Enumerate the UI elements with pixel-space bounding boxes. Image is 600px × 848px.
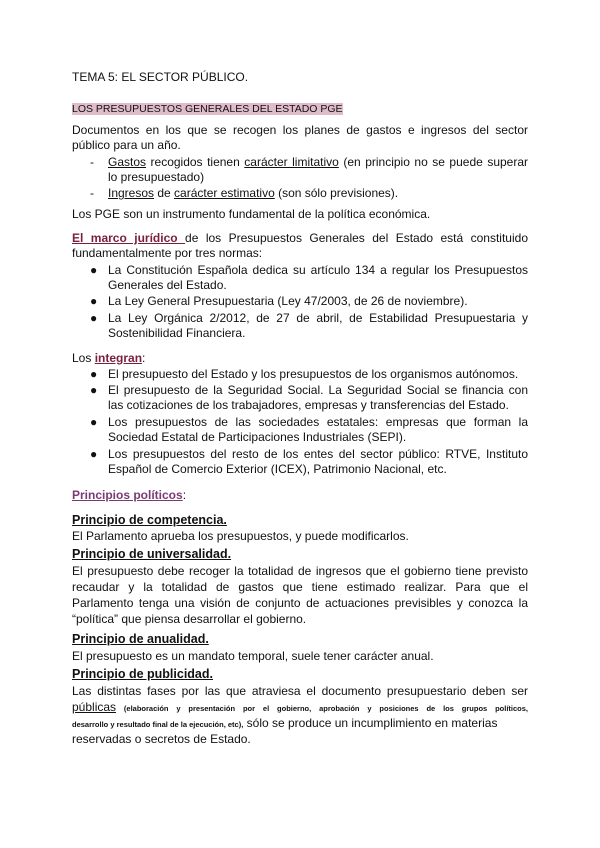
competencia-text: El Parlamento aprueba los presupuestos, y puede modificarlos. [72, 529, 409, 543]
universalidad-line-3: Parlamento tenga una visión de conjunto de actuaciones previsibles y conozca la [72, 596, 528, 610]
publicas-word: públicas [72, 700, 117, 714]
intro-line-2: público para un año. [72, 138, 181, 152]
dash-bullet-gastos-line2: lo presupuestado) [108, 170, 205, 184]
dash-bullet-ingresos-text: Ingresos de carácter estimativo (son sólo previsiones). [108, 186, 399, 200]
publicidad-line-3: desarrollo y resultado final de la ejecución, etc), sólo se produce un incumplimiento en materias [72, 716, 498, 730]
document-title: TEMA 5: EL SECTOR PÚBLICO. [72, 70, 249, 84]
publicidad-heading: Principio de publicidad. [72, 667, 213, 681]
principios-line: Principios políticos: [72, 488, 187, 502]
intro-line-1: Documentos en los que se recogen los planes de gastos e ingresos del sector [72, 123, 528, 137]
bullet-dot: ● [90, 294, 98, 308]
principios-politicos-label: Principios políticos [72, 488, 183, 502]
dash-bullet-gastos-text: Gastos recogidos tienen carácter limitativo (en principio no se puede superar [108, 155, 529, 169]
bullet-dot: ● [90, 263, 98, 277]
publicidad-line-1: Las distintas fases por las que atraviesa el documento presupuestario deben ser [72, 684, 528, 698]
bullet-dot: ● [90, 447, 98, 461]
pge-instrument-text: Los PGE son un instrumento fundamental de la política económica. [72, 207, 431, 221]
bullet-dot: ● [90, 415, 98, 429]
integran-line: Los integran: [72, 351, 146, 365]
universalidad-heading: Principio de universalidad. [72, 547, 232, 561]
section-heading-highlight: LOS PRESUPUESTOS GENERALES DEL ESTADO PGE [72, 103, 343, 115]
universalidad-line-4: “política” que piensa desarrollar el gobierno. [72, 612, 307, 626]
publicidad-line-2: públicas (elaboración y presentación por el gobierno, aprobación y posiciones de los grupos políticos, [72, 700, 528, 714]
universalidad-line-1: El presupuesto debe recoger la totalidad de ingresos que el gobierno tiene previsto [72, 564, 528, 578]
bullet-dot: ● [90, 311, 98, 325]
marco-line-1: El marco jurídico de los Presupuestos Generales del Estado está constituido [72, 231, 528, 245]
universalidad-line-2: recaudar y la totalidad de gastos que tiene estimado realizar. Para que el [72, 580, 528, 594]
anualidad-heading: Principio de anualidad. [72, 632, 209, 646]
bullet-dot: ● [90, 367, 98, 381]
competencia-heading: Principio de competencia. [72, 513, 227, 527]
bullet-dot: ● [90, 383, 98, 397]
anualidad-text: El presupuesto es un mandato temporal, suele tener carácter anual. [72, 649, 434, 663]
section-heading [72, 101, 528, 117]
marco-juridico-label: El marco jurídico [72, 231, 186, 245]
integran-label: integran [94, 351, 143, 365]
dash-marker: - [90, 155, 94, 169]
marco-line-2: fundamentalmente por tres normas: [72, 246, 263, 260]
publicidad-line-4: reservadas o secretos de Estado. [72, 732, 251, 746]
dash-marker: - [90, 186, 94, 200]
